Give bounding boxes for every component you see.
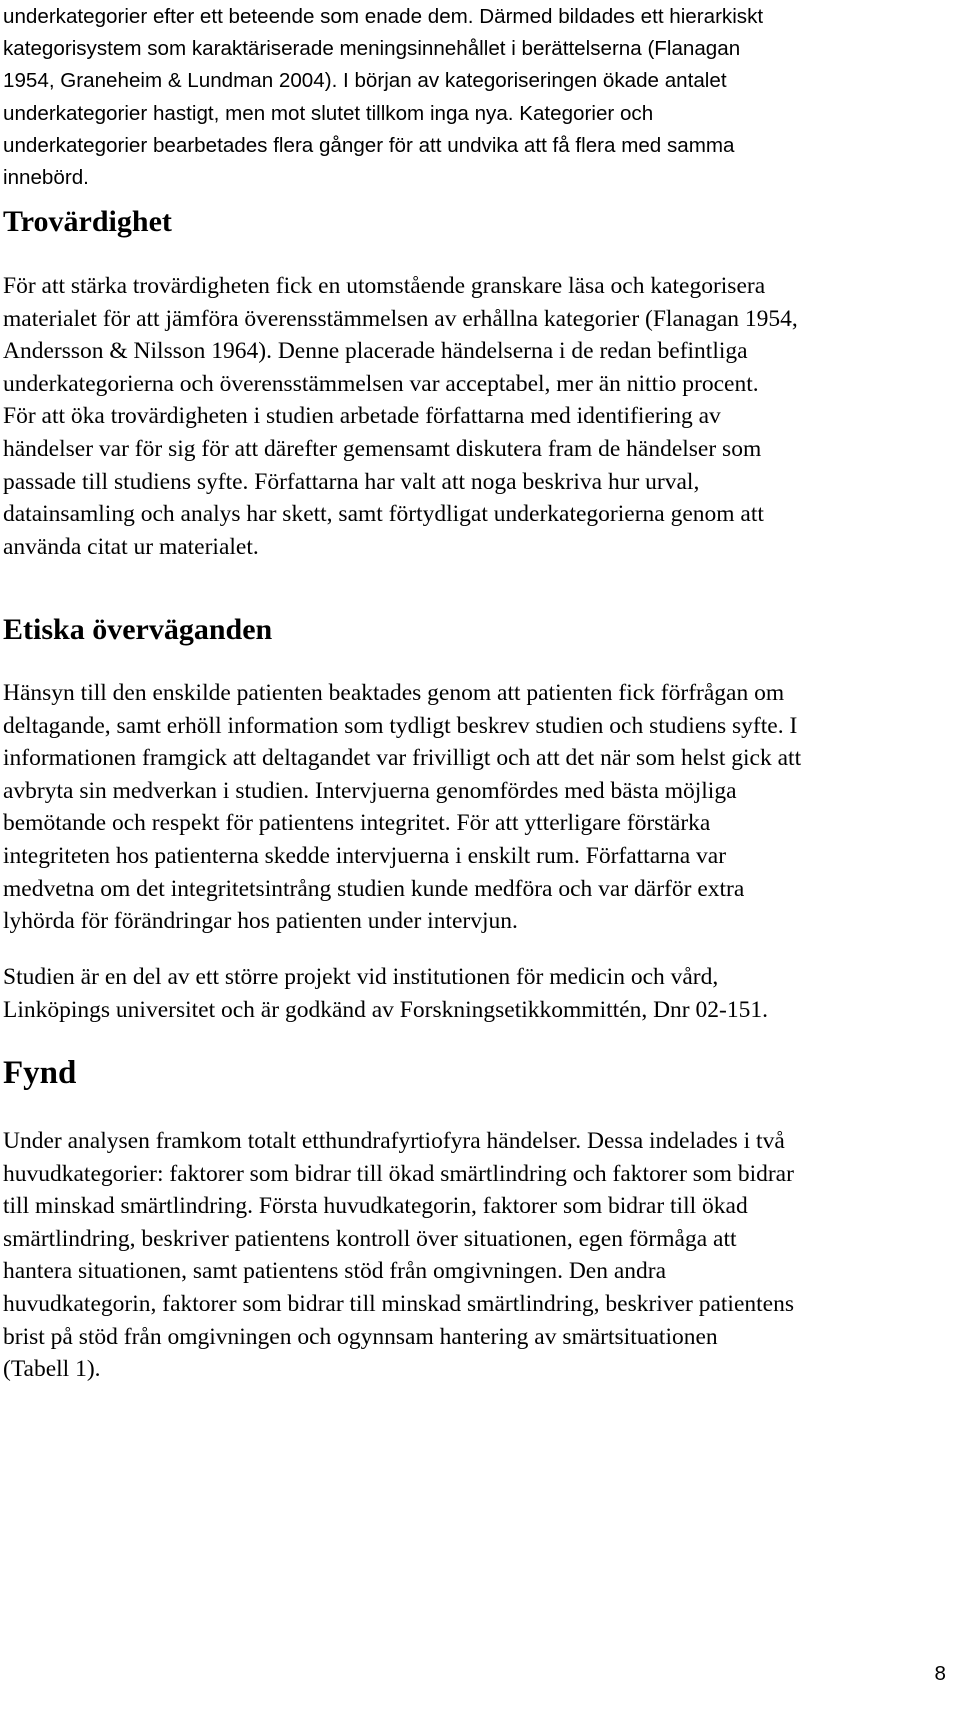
fynd-paragraph	[3, 1125, 951, 1386]
paragraph-line: smärtlindring, beskriver patientens kontroll över situationen, egen förmåga att	[3, 1225, 737, 1252]
paragraph-line: datainsamling och analys har skett, samt förtydligat underkategorierna genom att	[3, 501, 764, 528]
paragraph-line: Hänsyn till den enskilde patienten beaktades genom att patienten fick förfrågan om	[3, 680, 785, 706]
paragraph-line: brist på stöd från omgivningen och ogynnsam hantering av smärtsituationen	[3, 1323, 718, 1350]
trovardighet-paragraph	[3, 270, 951, 563]
paragraph-line: huvudkategorier: faktorer som bidrar till ökad smärtlindring och faktorer som bidrar	[3, 1160, 794, 1187]
paragraph-line: Andersson & Nilsson 1964). Denne placerade händelserna i de redan befintliga	[3, 338, 748, 365]
paragraph-line: underkategorier bearbetades flera gånger för att undvika att få flera med samma	[3, 133, 735, 157]
paragraph-line: Linköpings universitet och är godkänd av Forskningsetikkommittén, Dnr 02-151.	[3, 996, 768, 1023]
paragraph-line: lyhörda för förändringar hos patienten under intervjun.	[3, 908, 518, 935]
paragraph-line: innebörd.	[3, 166, 89, 190]
paragraph-line: underkategorier hastigt, men mot slutet tillkom inga nya. Kategorier och	[3, 101, 654, 125]
paragraph-line: passade till studiens syfte. Författarna har valt att noga beskriva hur urval,	[3, 468, 700, 495]
paragraph-line: För att öka trovärdigheten i studien arbetade författarna med identifiering av	[3, 403, 721, 430]
paragraph-line: För att stärka trovärdigheten fick en utomstående granskare läsa och kategorisera	[3, 273, 766, 299]
section-heading-etiska: Etiska överväganden	[3, 613, 273, 646]
intro-paragraph	[3, 1, 951, 194]
paragraph-line: Studien är en del av ett större projekt vid institutionen för medicin och vård,	[3, 964, 719, 990]
paragraph-line: kategorisystem som karaktäriserade meningsinnehållet i berättelserna (Flanagan	[3, 37, 741, 61]
etiska-paragraph-2	[3, 961, 951, 1026]
section-heading-fynd: Fynd	[3, 1055, 77, 1091]
paragraph-line: händelser var för sig för att därefter gemensamt diskutera fram de händelser som	[3, 435, 762, 462]
paragraph-line: Under analysen framkom totalt etthundrafyrtiofyra händelser. Dessa indelades i två	[3, 1128, 785, 1154]
paragraph-line: (Tabell 1).	[3, 1356, 101, 1383]
page-number: 8	[934, 1662, 946, 1685]
paragraph-line: integriteten hos patienterna skedde intervjuerna i enskilt rum. Författarna var	[3, 842, 727, 869]
paragraph-line: till minskad smärtlindring. Första huvudkategorin, faktorer som bidrar till ökad	[3, 1193, 748, 1220]
paragraph-line: avbryta sin medverkan i studien. Intervjuerna genomfördes med bästa möjliga	[3, 777, 737, 804]
paragraph-line: informationen framgick att deltagandet var frivilligt och att det när som helst gick att	[3, 745, 802, 772]
paragraph-line: underkategorier efter ett beteende som enade dem. Därmed bildades ett hierarkiskt	[3, 5, 764, 28]
paragraph-line: använda citat ur materialet.	[3, 533, 259, 560]
paragraph-line: materialet för att jämföra överensstämmelsen av erhållna kategorier (Flanagan 1954,	[3, 305, 798, 332]
paragraph-line: 1954, Graneheim & Lundman 2004). I början av kategoriseringen ökade antalet	[3, 69, 727, 93]
section-heading-trovardighet: Trovärdighet	[3, 205, 172, 238]
paragraph-line: underkategorierna och överensstämmelsen var acceptabel, mer än nittio procent.	[3, 370, 759, 397]
paragraph-line: huvudkategorin, faktorer som bidrar till minskad smärtlindring, beskriver patientens	[3, 1290, 794, 1317]
paragraph-line: hantera situationen, samt patientens stöd från omgivningen. Den andra	[3, 1258, 667, 1285]
paragraph-line: medvetna om det integritetsintrång studien kunde medföra och var därför extra	[3, 875, 745, 902]
etiska-paragraph-1	[3, 677, 951, 938]
paragraph-line: bemötande och respekt för patientens integritet. För att ytterligare förstärka	[3, 810, 711, 837]
paragraph-line: deltagande, samt erhöll information som tydligt beskrev studien och studiens syfte. I	[3, 712, 798, 739]
